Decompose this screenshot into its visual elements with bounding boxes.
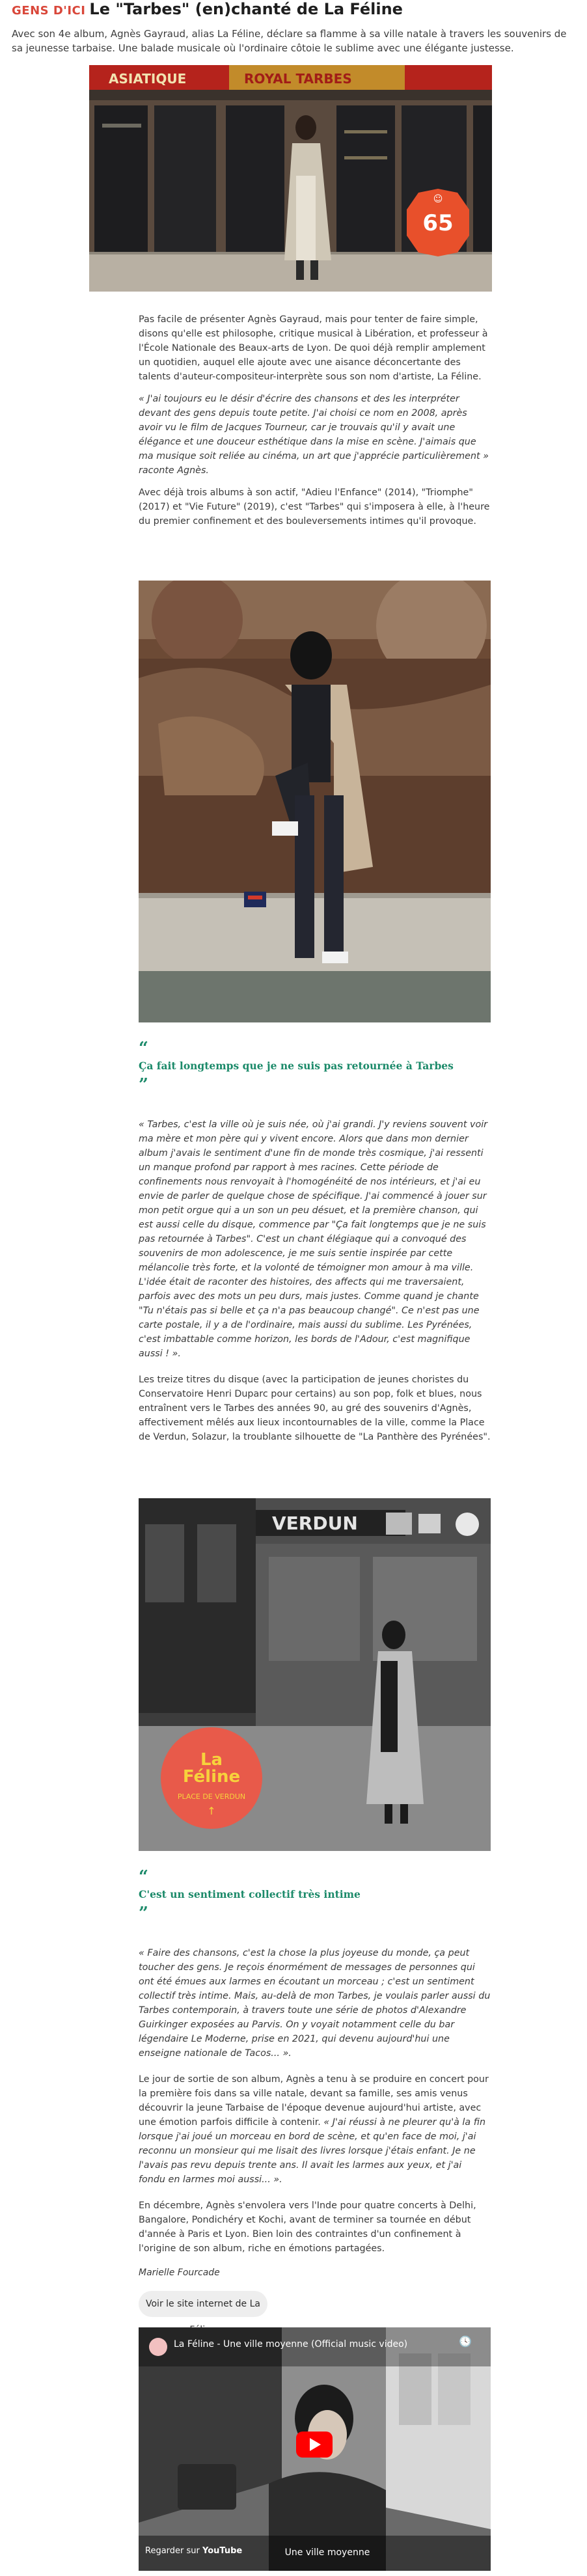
video-thumbnail: [139, 2327, 491, 2571]
intro-paragraph-2: « J'ai toujours eu le désir d'écrire des chansons et des les interpréter devant des gens depuis toute petite. J'ai choisi ce nom en 2008, après avoir vu le film de Jacques Tourneur, car je trouvais qu'il y avait une élégance et une douceur esthétique dans la mise en scène. J'aimais que ma musique soit reliée au cinéma, un art que j'apprécie particulièrement » raconte Agnès.: [139, 394, 489, 476]
pull-quote-1: [139, 1039, 491, 1095]
badge-number: 65: [422, 210, 454, 236]
quote-close-mark: ”: [139, 1075, 148, 1095]
cover-subtitle: PLACE DE VERDUN: [177, 1792, 246, 1801]
verdun-photo: [139, 1498, 491, 1851]
shop-sign-right: ROYAL TARBES: [244, 71, 352, 87]
section-1-paragraph-1: « Tarbes, c'est la ville où je suis née, où j'ai grandi. J'y reviens souvent voir ma mère et mon père qui y vivent encore. Alors que dans mon dernier album j'avais le sentiment d'une fin de monde très cosmique, j'ai ressenti un manque profond par rapport à mes racines. Cette période de confinements nous renvoyait à l'homogénéité de nos intérieurs, et j'ai eu envie de parler de quelque chose de spécifique. J'ai commencé à jouer sur mon petit orgue qui a un son un peu désuet, et la première chanson, qui est aussi celle du disque, commence par "Ça fait longtemps que je ne suis pas retournée à Tarbes". C'est un chant élégiaque qui a convoqué des souvenirs de mon adolescence, je me suis sentie inspirée par cette mélancolie très forte, et la volonté de témoigner mon amour à ma ville. L'idée était de raconter des histoires, des affects qui me traversaient, parfois avec des mots un peu durs, mais justes. Comme quand je chante "Tu n'étais pas si belle et ça n'a pas beaucoup changé". Ce n'est pas une carte postale, il y a de l'ordinaire, mais aussi du sublime. Les Pyrénées, c'est imbattable comme horizon, les bords de l'Adour, c'est magnifique aussi ! ».: [139, 1119, 488, 1359]
section-1-body: [139, 1117, 491, 1444]
video-title[interactable]: La Féline - Une ville moyenne (Official music video): [174, 2339, 408, 2350]
watch-on-youtube[interactable]: Regarder sur YouTube: [145, 2546, 243, 2556]
intro-paragraph-1: Pas facile de présenter Agnès Gayraud, mais pour tenter de faire simple, disons qu'elle est philosophe, critique musical à Libération, et professeur à l'École Nationale des Beaux-arts de Lyon. De quoi déjà remplir amplement un quotidien, auquel elle ajoute avec une aisance déconcertante des talents d'auteur-compositeur-interprète sous son nom d'artiste, La Féline.: [139, 314, 488, 382]
cover-title-2: Féline: [182, 1767, 241, 1787]
fountain-illustration: [139, 581, 491, 1022]
svg-text:↑: ↑: [207, 1805, 216, 1817]
video-subtitle: Une ville moyenne: [284, 2547, 370, 2558]
quote-open-mark: “: [139, 1039, 148, 1058]
storefront-photo: [89, 65, 492, 292]
website-link-button[interactable]: Voir le site internet de La: [139, 2291, 267, 2317]
shop-sign-left: ASIATIQUE: [109, 71, 187, 87]
quote-close-mark: ”: [139, 1904, 148, 1923]
intro-paragraph-3: Avec déjà trois albums à son actif, "Adieu l'Enfance" (2014), "Triomphe" (2017) et "Vie Future" (2019), c'est "Tarbes" qui s'imposera à elle, à l'heure du premier confinement et des bouleversements intimes qu'il provoque.: [139, 487, 490, 527]
article-title: Le "Tarbes" (en)chanté de La Féline: [89, 0, 403, 18]
section-2-paragraph-1: « Faire des chansons, c'est la chose la plus joyeuse du monde, ça peut toucher des gens. Je reçois énormément de messages de personnes qui ont été émues aux larmes en écoutant un morceau ; c'est un sentiment collectif très intime. Mais, au-delà de mon Tarbes, je voulais parler aussi du Tarbes contemporain, à travers toute une série de photos d'Alexandre Guirkinger exposées au Parvis. On y voyait notamment celle du bar légendaire Le Moderne, prise en 2021, qui devenu aujourd'hui une enseigne nationale de Tacos... ».: [139, 1948, 491, 2059]
quote-open-mark: “: [139, 1867, 148, 1887]
pull-quote-2: [139, 1867, 491, 1923]
section-2-paragraph-2: Le jour de sortie de son album, Agnès a tenu à se produire en concert pour la première fois dans sa ville natale, devant sa famille, ses amis venus découvrir la jeune Tarbaise de l'époque devenue aujourd'hui artiste, avec une émotion parfois difficile à contenir. « J'ai réussi à ne pleurer qu'à la fin lorsque j'ai joué un morceau en bord de scène, et qu'en face de moi, j'ai reconnu un monsieur qui me lisait des livres lorsque j'étais enfant. Je ne l'avais pas revu depuis trente ans. Il avait les larmes aux yeux, et j'ai fondu en larmes moi aussi... ».: [139, 2074, 489, 2185]
article-header: [0, 0, 587, 55]
article-title-line: [12, 0, 575, 20]
section-2-paragraph-3: En décembre, Agnès s'envolera vers l'Inde pour quatre concerts à Delhi, Bangalore, Pondichéry et Kochi, avant de terminer sa tournée en début d'année à Paris et Lyon. Bien loin des contraintes d'un confinement à l'origine de son album, riche en émotions partagées.: [139, 2200, 476, 2254]
section-1-paragraph-2: Les treize titres du disque (avec la participation de jeunes choristes du Conservatoire Henri Duparc pour certains) au son pop, folk et blues, nous entraînent vers le Tarbes des années 90, au gré des souvenirs d'Agnès, affectivement mêlés aux lieux incontournables de la ville, comme la Place de Verdun, Solazur, la troublante silhouette de "La Panthère des Pyrénées".: [139, 1375, 491, 1442]
intro-block: [139, 312, 491, 528]
section-rubric[interactable]: GENS D'ICI: [12, 4, 86, 18]
pull-quote-2-text: C'est un sentiment collectif très intime: [139, 1888, 361, 1900]
pull-quote-1-text: Ça fait longtemps que je ne suis pas retournée à Tarbes: [139, 1060, 454, 1072]
article-lede: Avec son 4e album, Agnès Gayraud, alias La Féline, déclare sa flamme à sa ville natale à travers les souvenirs de sa jeunesse tarbaise. Une balade musicale où l'ordinaire côtoie le sublime avec une élégante justesse.: [12, 28, 567, 54]
author-signature: Marielle Fourcade: [139, 2268, 220, 2278]
svg-text:☺: ☺: [433, 194, 443, 204]
fountain-photo: [139, 581, 491, 1022]
cover-title-1: La: [200, 1750, 223, 1770]
verdun-illustration: [139, 1498, 491, 1851]
watch-later-icon[interactable]: 🕓: [459, 2335, 472, 2348]
storefront-illustration: [89, 65, 492, 292]
section-2-body: [139, 1946, 491, 2256]
video-embed[interactable]: [139, 2327, 491, 2571]
verdun-sign: VERDUN: [272, 1513, 358, 1534]
